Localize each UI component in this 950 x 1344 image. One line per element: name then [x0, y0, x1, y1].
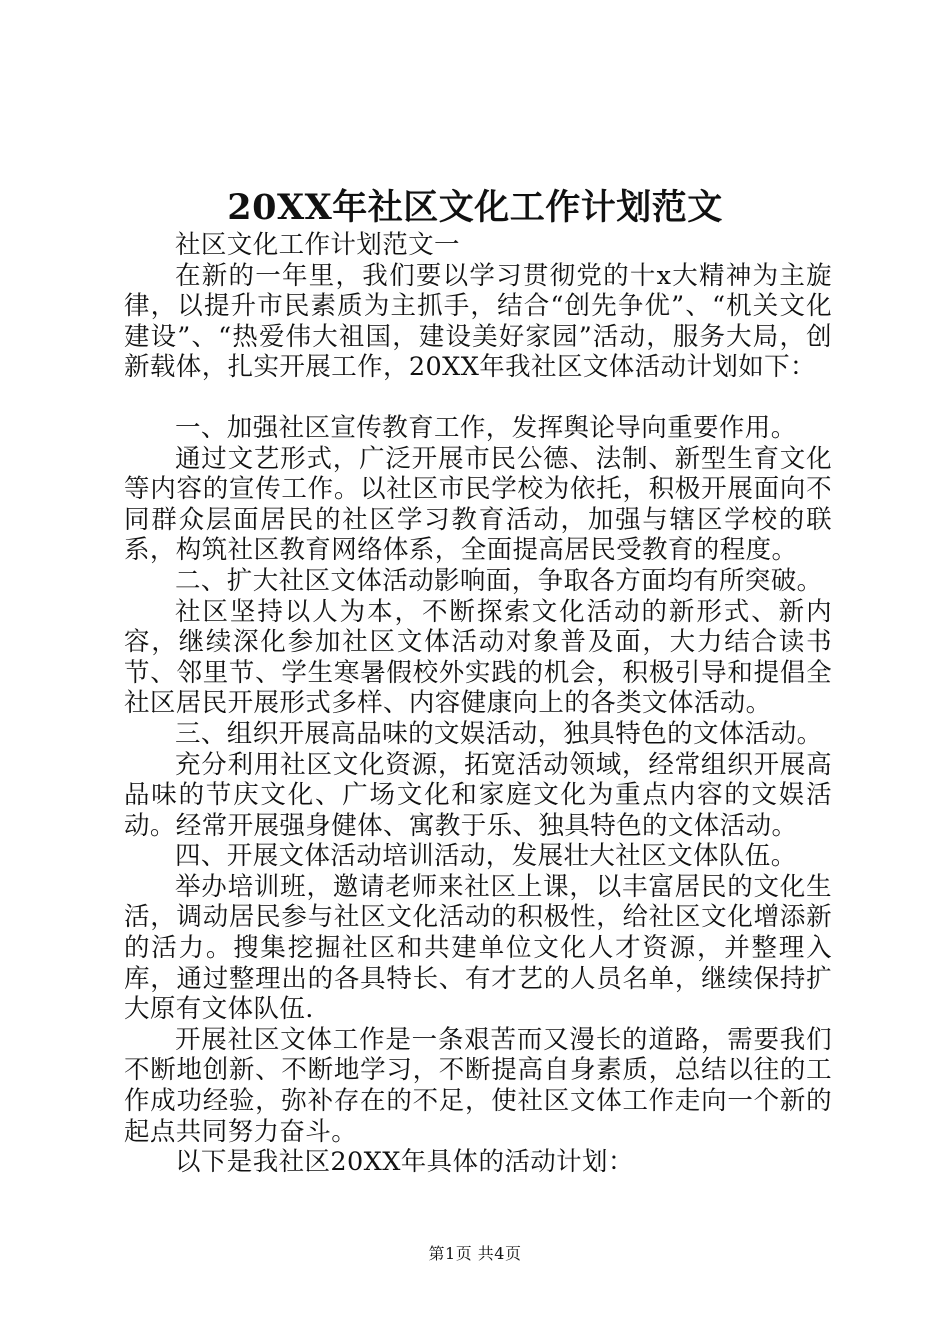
section-heading: 四、开展文体活动培训活动，发展壮大社区文体队伍。	[175, 841, 797, 872]
paragraph: 开展社区文体工作是一条艰苦而又漫长的道路，需要我们不断地创新、不断地学习，不断提高自身素质，总结以往的工作成功经验，弥补存在的不足，使社区文体工作走向一个新的起点共同努力奋斗。	[124, 1024, 832, 1147]
section-heading: 一、加强社区宣传教育工作，发挥舆论导向重要作用。	[175, 412, 797, 443]
page-title: 20XX年社区文化工作计划范文	[227, 187, 723, 228]
paragraph: 充分利用社区文化资源，拓宽活动领域，经常组织开展高品味的节庆文化、广场文化和家庭文化为重点内容的文娱活动。经常开展强身健体、寓教于乐、独具特色的文体活动。	[124, 749, 832, 841]
section-heading: 社区文化工作计划范文一	[175, 230, 460, 260]
paragraph: 举办培训班，邀请老师来社区上课，以丰富居民的文化生活，调动居民参与社区文化活动的积极性，给社区文化增添新的活力。搜集挖掘社区和共建单位文化人才资源，并整理入库，通过整理出的各具特长、有才艺的人员名单，继续保持扩大原有文体队伍.	[124, 871, 832, 1025]
page-number-footer: 第1页 共4页	[428, 1244, 522, 1263]
paragraph: 通过文艺形式，广泛开展市民公德、法制、新型生育文化等内容的宣传工作。以社区市民学校为依托，积极开展面向不同群众层面居民的社区学习教育活动，加强与辖区学校的联系，构筑社区教育网络体系，全面提高居民受教育的程度。	[124, 443, 832, 566]
paragraph: 社区坚持以人为本，不断探索文化活动的新形式、新内容，继续深化参加社区文体活动对象普及面，大力结合读书节、邻里节、学生寒暑假校外实践的机会，积极引导和提倡全社区居民开展形式多样、内容健康向上的各类文体活动。	[124, 596, 832, 719]
section-heading: 二、扩大社区文体活动影响面，争取各方面均有所突破。	[175, 565, 823, 596]
paragraph: 在新的一年里，我们要以学习贯彻党的十x大精神为主旋律，以提升市民素质为主抓手，结合“创先争优”、“机关文化建设”、“热爱伟大祖国，建设美好家园”活动，服务大局，创新载体，扎实开展工作，20XX年我社区文体活动计划如下：	[124, 260, 832, 383]
paragraph: 以下是我社区20XX年具体的活动计划：	[175, 1147, 634, 1178]
section-heading: 三、组织开展高品味的文娱活动，独具特色的文体活动。	[175, 718, 823, 749]
document-body	[124, 230, 832, 1178]
